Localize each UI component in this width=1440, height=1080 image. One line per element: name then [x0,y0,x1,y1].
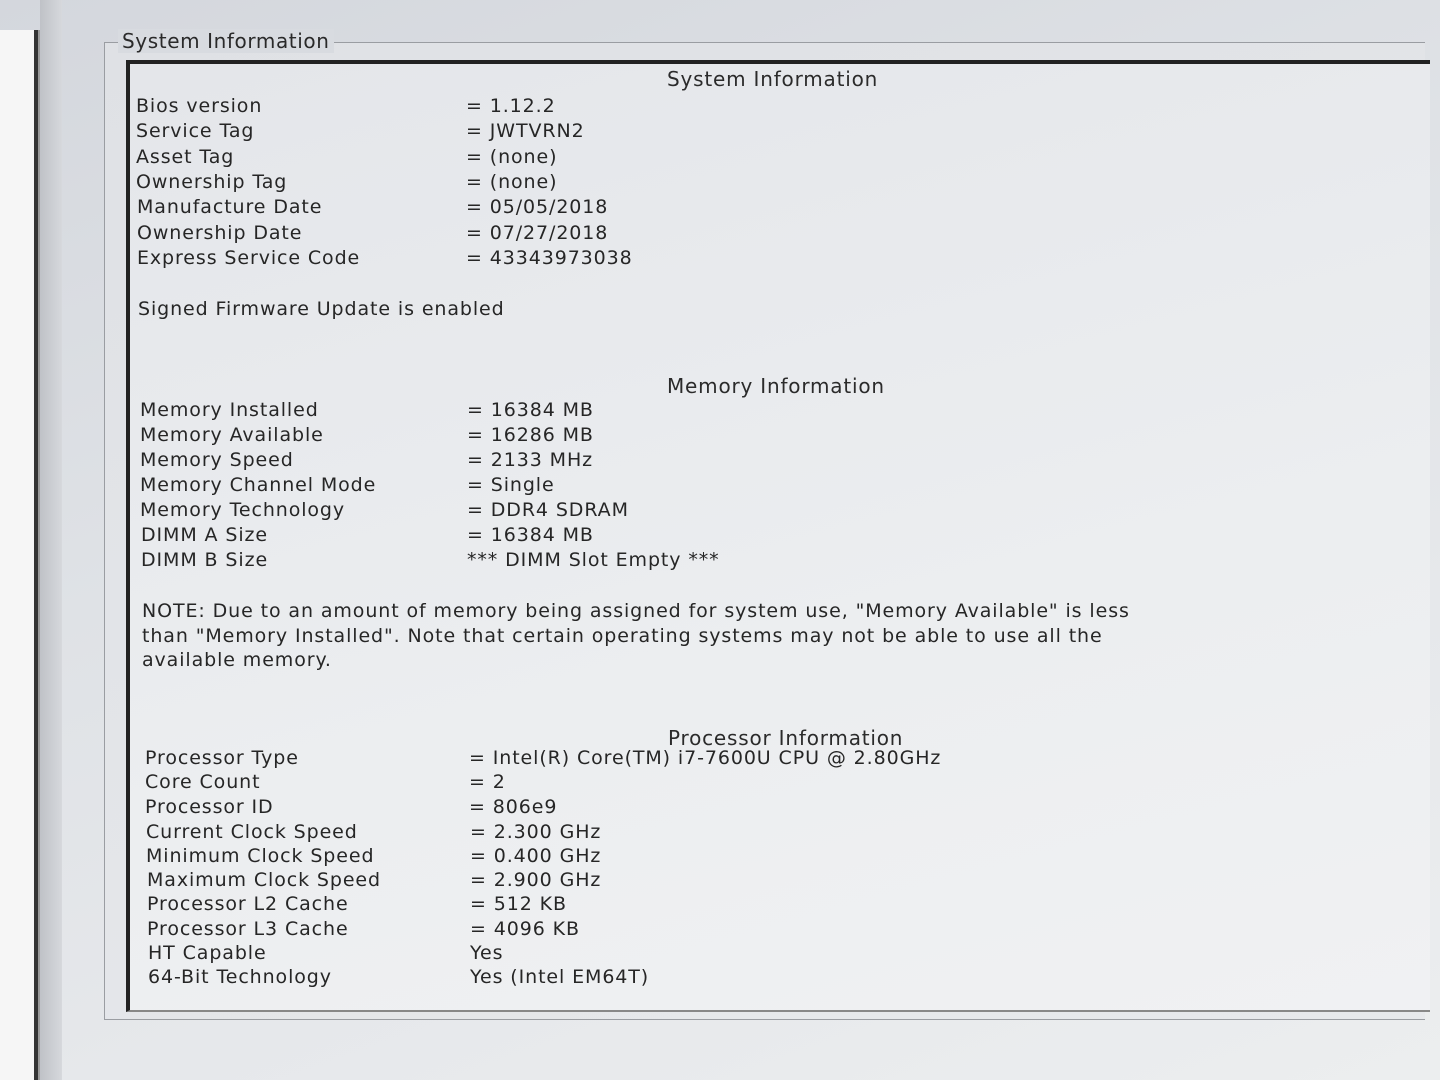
row-label: Memory Installed [140,399,319,421]
row-label: Asset Tag [136,146,235,168]
row-value: = DDR4 SDRAM [467,499,629,521]
group-title: System Information [118,29,334,53]
row-label: Processor L2 Cache [147,893,349,915]
row-label: Current Clock Speed [146,821,358,843]
row-value: = 16384 MB [467,524,594,546]
row-label: Processor L3 Cache [147,918,349,940]
row-label: HT Capable [148,942,267,964]
row-label: Memory Speed [140,449,294,471]
pane-divider [40,0,62,1080]
row-label: Memory Channel Mode [140,474,377,496]
row-value: = 16384 MB [467,399,594,421]
row-value: = 2 [469,771,506,793]
row-value: = 2133 MHz [467,449,594,471]
row-label: Core Count [145,771,261,793]
row-value: = (none) [466,146,558,168]
row-value: Yes [470,942,504,964]
row-label: Processor Type [145,747,299,769]
row-value: = 1.12.2 [466,95,556,117]
row-value: = 43343973038 [466,247,633,269]
row-value: = (none) [466,171,558,193]
row-value: = 2.300 GHz [470,821,602,843]
row-label: Processor ID [145,796,274,818]
firmware-status-text: Signed Firmware Update is enabled [138,298,505,320]
row-label: Memory Technology [140,499,346,521]
row-value: = JWTVRN2 [466,120,585,142]
row-value: = Single [467,474,555,496]
row-label: Bios version [136,95,263,117]
row-label: Service Tag [136,120,255,142]
row-label: DIMM B Size [141,549,269,571]
row-label: Memory Available [140,424,324,446]
row-label: Maximum Clock Speed [147,869,381,891]
row-label: Express Service Code [137,247,361,269]
row-label: 64-Bit Technology [148,966,332,988]
row-value: Yes (Intel EM64T) [470,966,650,988]
row-value: = 806e9 [469,796,558,818]
row-value: = 16286 MB [467,424,594,446]
row-label: Manufacture Date [137,196,323,218]
system-info-heading: System Information [667,67,879,91]
row-label: DIMM A Size [141,524,268,546]
processor-info-heading: Processor Information [668,726,904,750]
row-label: Minimum Clock Speed [146,845,375,867]
memory-note-line: NOTE: Due to an amount of memory being assigned for system use, "Memory Available" is less [142,600,1130,622]
row-value: = 0.400 GHz [470,845,602,867]
navigation-pane-edge [0,30,38,1080]
memory-note-line: than "Memory Installed". Note that certain operating systems may not be able to use all the [142,625,1103,647]
row-value: = 05/05/2018 [466,196,609,218]
row-value: = 07/27/2018 [466,222,609,244]
memory-info-heading: Memory Information [667,374,885,398]
row-value: = 512 KB [470,893,567,915]
row-label: Ownership Tag [136,171,288,193]
row-value: *** DIMM Slot Empty *** [467,549,720,571]
row-value: = Intel(R) Core(TM) i7-7600U CPU @ 2.80GHz [469,747,942,769]
memory-note-line: available memory. [142,649,332,671]
row-value: = 2.900 GHz [470,869,602,891]
row-label: Ownership Date [137,222,303,244]
row-value: = 4096 KB [470,918,580,940]
